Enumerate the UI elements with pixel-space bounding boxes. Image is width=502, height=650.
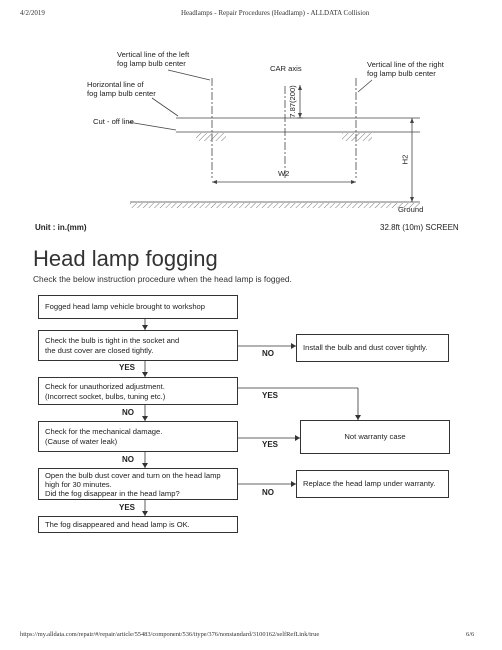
fog-lamp-aim-diagram — [0, 0, 502, 240]
print-date: 4/2/2019 — [20, 9, 45, 17]
print-title: Headlamps - Repair Procedures (Headlamp) - ALLDATA Collision — [181, 9, 370, 17]
horizontal-line-label: Horizontal line of fog lamp bulb center — [87, 80, 156, 98]
section-intro: Check the below instruction procedure when the head lamp is fogged. — [33, 274, 292, 284]
screen-label: 32.8ft (10m) SCREEN — [380, 223, 459, 232]
result-replace-box: Replace the head lamp under warranty. — [296, 470, 449, 498]
car-axis-label: CAR axis — [270, 64, 302, 73]
yes-label-2: YES — [262, 391, 279, 400]
left-vertical-label: Vertical line of the left fog lamp bulb center — [117, 50, 190, 68]
flow-step-fog-test: Open the bulb dust cover and turn on the head lamp high for 30 minutes. Did the fog disappear in the head lamp? — [38, 468, 238, 500]
section-title: Head lamp fogging — [33, 246, 218, 271]
no-label-3: NO — [122, 455, 134, 464]
result-not-warranty-box: Not warranty case — [300, 420, 450, 454]
yes-label-4: YES — [119, 503, 136, 512]
no-label-2: NO — [122, 408, 134, 417]
height-dimension-label: 7.87(200) — [287, 85, 297, 118]
no-label-4: NO — [262, 488, 274, 497]
flow-end-box: The fog disappeared and head lamp is OK. — [38, 516, 238, 533]
flow-step-bulb-check: Check the bulb is tight in the socket and the dust cover are closed tightly. — [38, 330, 238, 361]
footer-url: https://my.alldata.com/repair/#/repair/article/55483/component/536/itype/376/nonstandard/3100162/selfRefLink/true — [20, 631, 320, 638]
no-label-1: NO — [262, 349, 274, 358]
unit-label: Unit : in.(mm) — [35, 223, 87, 232]
w2-label: W2 — [278, 169, 290, 178]
right-vertical-label: Vertical line of the right fog lamp bulb center — [367, 60, 444, 78]
ground-label: Ground — [398, 205, 424, 214]
flow-step-damage-check: Check for the mechanical damage. (Cause of water leak) — [38, 421, 238, 452]
flow-step-adjustment-check: Check for unauthorized adjustment. (Incorrect socket, bulbs, tuning etc.) — [38, 377, 238, 405]
page-number: 6/6 — [466, 631, 475, 638]
yes-label-3: YES — [262, 440, 279, 449]
cutoff-label: Cut - off line — [93, 117, 134, 126]
flow-start-box: Fogged head lamp vehicle brought to workshop — [38, 295, 238, 319]
yes-label-1: YES — [119, 363, 136, 372]
h2-label: H2 — [400, 154, 410, 165]
result-install-box: Install the bulb and dust cover tightly. — [296, 334, 449, 362]
